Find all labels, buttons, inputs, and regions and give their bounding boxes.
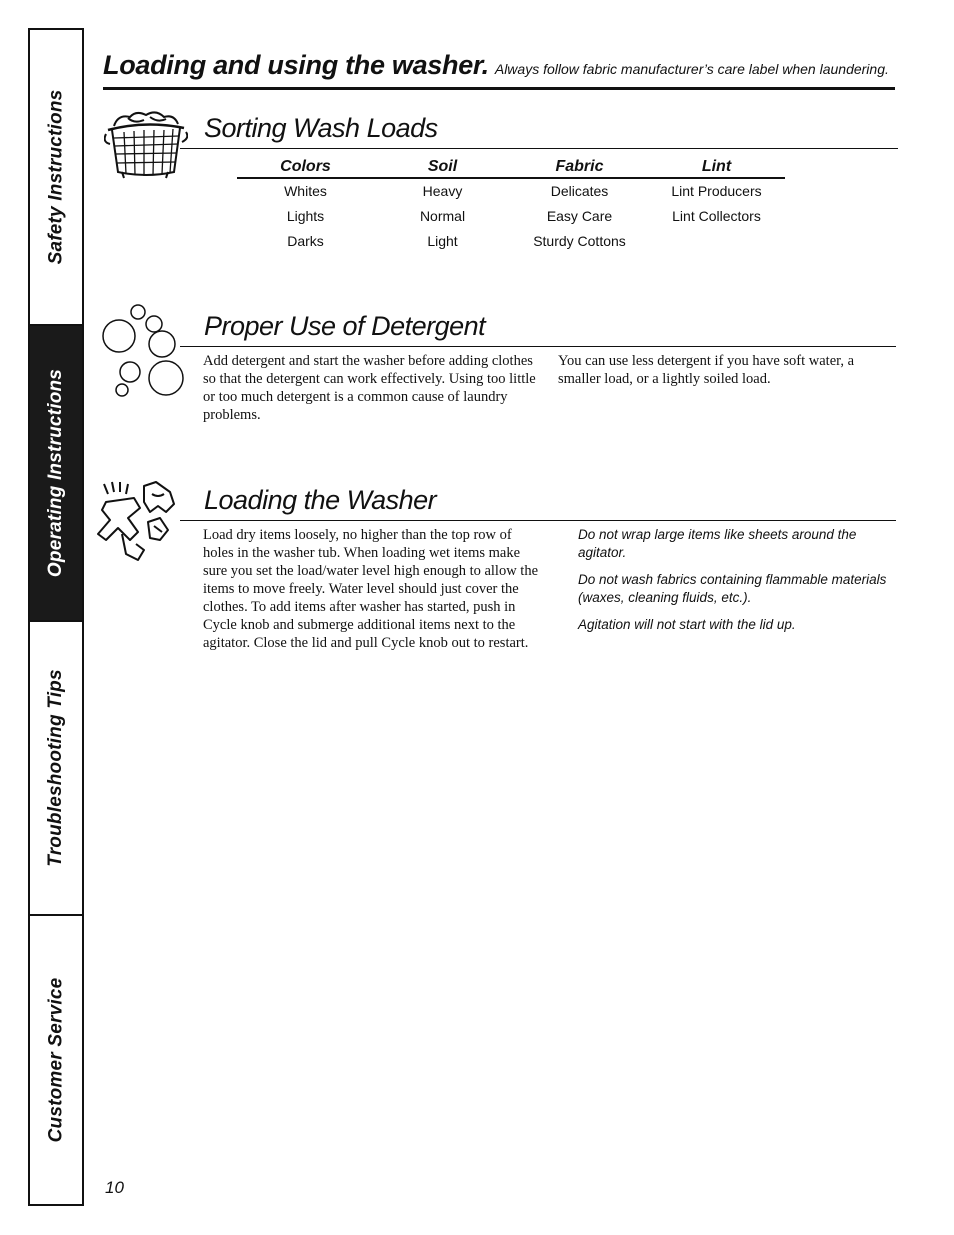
tab-troubleshooting-tips[interactable] bbox=[30, 620, 82, 914]
table-header-cell: Soil bbox=[374, 156, 511, 178]
tab-label: Troubleshooting Tips bbox=[45, 669, 66, 867]
table-header-cell: Fabric bbox=[511, 156, 648, 178]
table-cell: Lint Producers bbox=[671, 183, 762, 199]
note-item: Do not wrap large items like sheets around the agitator. bbox=[578, 527, 857, 560]
sorting-section-heading bbox=[180, 110, 898, 149]
table-cell: Lights bbox=[286, 208, 325, 224]
table-row bbox=[237, 204, 785, 229]
page-title: Loading and using the washer. bbox=[103, 50, 489, 80]
table-header-cell: Lint bbox=[648, 156, 785, 178]
tab-customer-service[interactable] bbox=[30, 914, 82, 1204]
table-cell: Easy Care bbox=[546, 208, 613, 224]
note-item: Agitation will not start with the lid up. bbox=[578, 617, 796, 632]
loading-notes bbox=[578, 526, 888, 643]
table-cell: Normal bbox=[419, 208, 466, 224]
tab-label: Customer Service bbox=[45, 977, 66, 1143]
page-subtitle: Always follow fabric manufacturer’s care label when laundering. bbox=[494, 61, 889, 77]
loading-heading-text: Loading the Washer bbox=[204, 485, 437, 515]
page-header bbox=[103, 50, 895, 90]
clothes-icon bbox=[94, 478, 180, 566]
tab-label: Operating Instructions bbox=[45, 368, 67, 578]
table-cell: Delicates bbox=[550, 183, 609, 199]
loading-section-heading bbox=[180, 482, 896, 521]
sorting-table bbox=[237, 156, 785, 254]
table-cell: Light bbox=[427, 233, 458, 249]
loading-paragraph: Load dry items loosely, no higher than the top row of holes in the washer tub. When loading wet items make sure you set the load/water level high enough to allow the items to move freely. Water level should just cover the clothes. To add items after washer has started, push in Cycle knob and submerge additional items next to the agitator. Close the lid and pull Cycle knob out to restart. bbox=[203, 527, 539, 651]
table-cell: Heavy bbox=[422, 183, 463, 199]
tab-label: Safety Instructions bbox=[45, 89, 66, 265]
note-item: Do not wash fabrics containing flammable materials (waxes, cleaning fluids, etc.). bbox=[578, 572, 887, 605]
table-cell: Sturdy Cottons bbox=[533, 233, 626, 249]
table-header-cell: Colors bbox=[237, 156, 374, 178]
detergent-paragraph-1: Add detergent and start the washer before adding clothes so that the detergent can work effectively. Using too little or too much detergent is a common cause of laundry problems. bbox=[203, 353, 536, 423]
table-cell: Darks bbox=[287, 233, 324, 249]
tab-safety-instructions[interactable] bbox=[30, 30, 82, 324]
page-number: 10 bbox=[105, 1178, 124, 1197]
detergent-paragraph-2: You can use less detergent if you have soft water, a smaller load, or a lightly soiled load. bbox=[558, 353, 855, 387]
table-header-row bbox=[237, 156, 785, 178]
table-cell: Lint Collectors bbox=[672, 208, 761, 224]
detergent-heading-text: Proper Use of Detergent bbox=[204, 311, 486, 341]
bubbles-icon bbox=[100, 302, 186, 398]
sorting-heading-text: Sorting Wash Loads bbox=[204, 113, 438, 143]
table-row bbox=[237, 178, 785, 204]
laundry-basket-icon bbox=[104, 108, 188, 180]
tab-operating-instructions[interactable] bbox=[30, 324, 82, 620]
table-cell: Whites bbox=[284, 183, 327, 199]
table-row bbox=[237, 229, 785, 254]
detergent-section-heading bbox=[180, 308, 896, 347]
side-tabs bbox=[28, 28, 84, 1206]
table-cell bbox=[648, 229, 785, 254]
